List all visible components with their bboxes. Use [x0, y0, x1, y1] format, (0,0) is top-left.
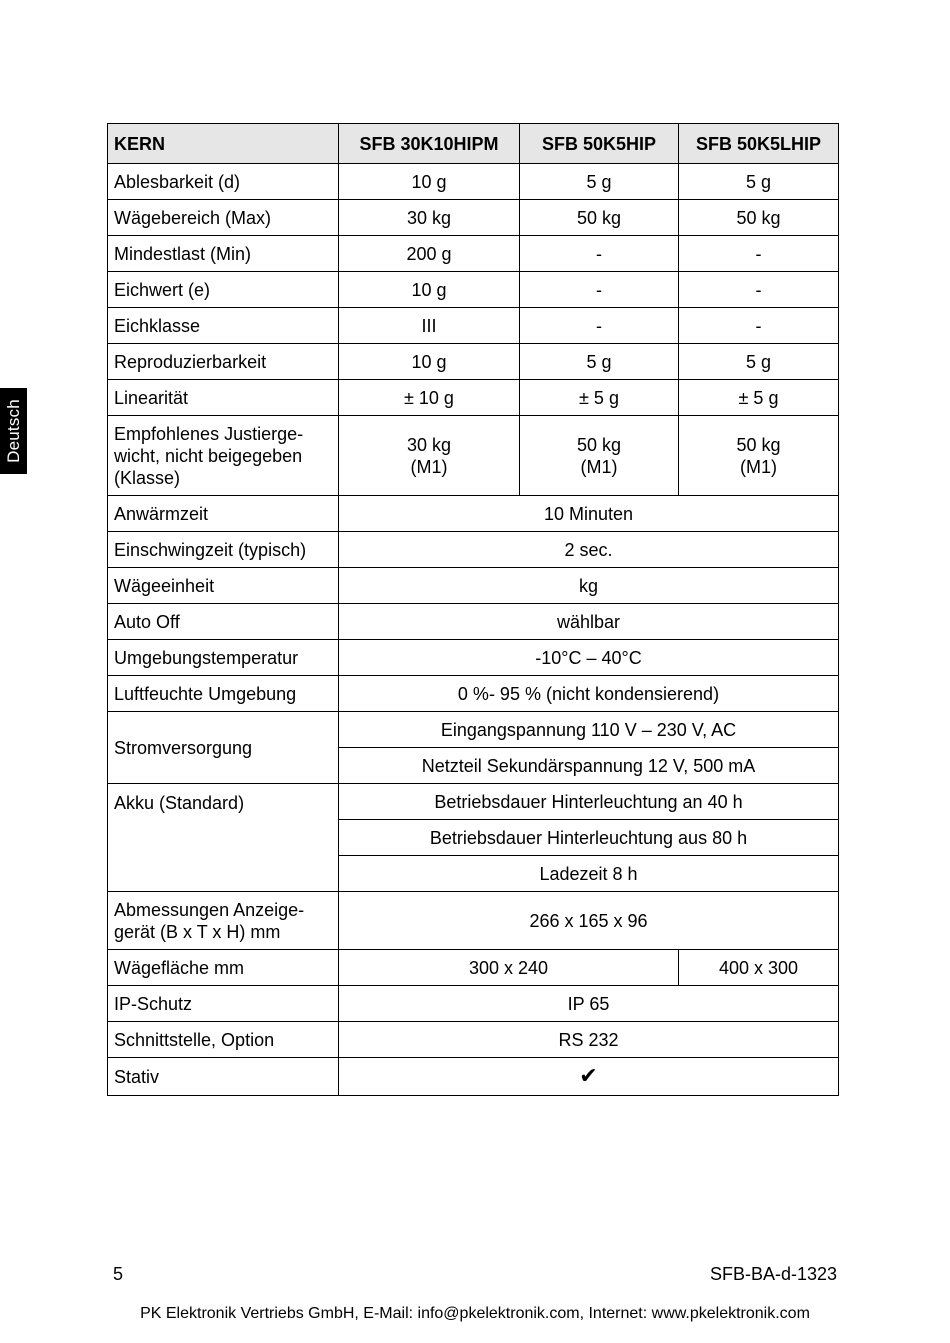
table-row — [108, 676, 839, 712]
table-header-row — [108, 124, 839, 164]
row-label: Reproduzierbarkeit — [108, 344, 339, 380]
cell-value: Eingangspannung 110 V – 230 V, AC — [339, 712, 839, 748]
table-row — [108, 272, 839, 308]
row-label: Schnittstelle, Option — [108, 1022, 339, 1058]
value-line: 50 kg — [736, 434, 781, 455]
specification-table — [107, 123, 839, 1096]
cell-value: 5 g — [520, 164, 679, 200]
table-row — [108, 164, 839, 200]
value-line: (M1) — [410, 456, 448, 477]
cell-value: Netzteil Sekundärspannung 12 V, 500 mA — [339, 748, 839, 784]
row-label: Eichwert (e) — [108, 272, 339, 308]
cell-value: 30 kg — [339, 200, 520, 236]
checkmark-icon: ✔ — [579, 1063, 598, 1088]
cell-value: - — [679, 308, 839, 344]
row-label: Stativ — [108, 1058, 339, 1096]
cell-value: 10 g — [339, 164, 520, 200]
row-label: Eichklasse — [108, 308, 339, 344]
table-row — [108, 604, 839, 640]
table-row — [108, 236, 839, 272]
header-cell: KERN — [108, 124, 339, 164]
cell-value: ± 10 g — [339, 380, 520, 416]
cell-value: 0 %- 95 % (nicht kondensierend) — [339, 676, 839, 712]
value-line: 30 kg — [406, 434, 452, 455]
row-label: Mindestlast (Min) — [108, 236, 339, 272]
table-row — [108, 1058, 839, 1096]
cell-value: RS 232 — [339, 1022, 839, 1058]
cell-value: 50 kg — [679, 200, 839, 236]
row-label: IP-Schutz — [108, 986, 339, 1022]
cell-value — [679, 416, 839, 496]
table-row — [108, 892, 839, 950]
row-label: Wägefläche mm — [108, 950, 339, 986]
label-line: Abmessungen Anzeige- — [114, 899, 305, 920]
cell-value: Ladezeit 8 h — [339, 856, 839, 892]
table-row — [108, 496, 839, 532]
language-tab-label: Deutsch — [3, 399, 23, 463]
cell-value: - — [679, 272, 839, 308]
value-line: (M1) — [740, 456, 777, 477]
cell-value: - — [520, 272, 679, 308]
cell-value: IP 65 — [339, 986, 839, 1022]
table-row — [108, 568, 839, 604]
cell-value: wählbar — [339, 604, 839, 640]
label-line: wicht, nicht beigegeben — [114, 445, 303, 466]
cell-value: -10°C – 40°C — [339, 640, 839, 676]
cell-value: ± 5 g — [520, 380, 679, 416]
cell-value: Betriebsdauer Hinterleuchtung an 40 h — [339, 784, 839, 820]
cell-value — [339, 416, 520, 496]
document-id: SFB-BA-d-1323 — [709, 1264, 837, 1284]
header-cell: SFB 50K5LHIP — [679, 124, 839, 164]
row-label: Luftfeuchte Umgebung — [108, 676, 339, 712]
row-label: Wägebereich (Max) — [108, 200, 339, 236]
row-label: Einschwingzeit (typisch) — [108, 532, 339, 568]
cell-value: 2 sec. — [339, 532, 839, 568]
table-row — [108, 986, 839, 1022]
cell-value: 10 Minuten — [339, 496, 839, 532]
row-label — [108, 416, 339, 496]
cell-value: 400 x 300 — [679, 950, 839, 986]
table-row — [108, 532, 839, 568]
cell-value: kg — [339, 568, 839, 604]
cell-value: - — [520, 308, 679, 344]
cell-value: 266 x 165 x 96 — [339, 892, 839, 950]
cell-value: - — [520, 236, 679, 272]
page-footer: PK Elektronik Vertriebs GmbH, E-Mail: info@pkelektronik.com, Internet: www.pkelektronik.com — [140, 1305, 810, 1322]
cell-value: 200 g — [339, 236, 520, 272]
table-row — [108, 344, 839, 380]
table-row — [108, 416, 839, 496]
cell-value: - — [679, 236, 839, 272]
row-label: Linearität — [108, 380, 339, 416]
cell-value: 50 kg — [520, 200, 679, 236]
cell-value: Betriebsdauer Hinterleuchtung aus 80 h — [339, 820, 839, 856]
row-label — [108, 892, 339, 950]
row-label: Auto Off — [108, 604, 339, 640]
cell-value: III — [339, 308, 520, 344]
checkmark-cell — [339, 1058, 839, 1096]
table-row — [108, 1022, 839, 1058]
label-line: Empfohlenes Justierge- — [114, 423, 304, 444]
label-line: gerät (B x T x H) mm — [114, 921, 281, 942]
row-label: Anwärmzeit — [108, 496, 339, 532]
row-label: Wägeeinheit — [108, 568, 339, 604]
label-line: (Klasse) — [114, 467, 181, 488]
row-label: Umgebungstemperatur — [108, 640, 339, 676]
page-number: 5 — [113, 1264, 124, 1284]
table-row — [108, 380, 839, 416]
table-row — [108, 950, 839, 986]
header-cell: SFB 30K10HIPM — [339, 124, 520, 164]
cell-value: 300 x 240 — [339, 950, 679, 986]
header-cell: SFB 50K5HIP — [520, 124, 679, 164]
row-label: Ablesbarkeit (d) — [108, 164, 339, 200]
cell-value: 5 g — [679, 344, 839, 380]
cell-value: 5 g — [679, 164, 839, 200]
table-row — [108, 200, 839, 236]
cell-value: 5 g — [520, 344, 679, 380]
row-label: Akku (Standard) — [108, 784, 339, 892]
table-row — [108, 784, 839, 820]
table-row — [108, 712, 839, 748]
row-label: Stromversorgung — [108, 712, 339, 784]
cell-value: 10 g — [339, 344, 520, 380]
language-tab — [0, 388, 27, 474]
cell-value: ± 5 g — [679, 380, 839, 416]
value-line: 50 kg — [576, 434, 622, 455]
table-row — [108, 640, 839, 676]
cell-value — [520, 416, 679, 496]
table-row — [108, 308, 839, 344]
cell-value: 10 g — [339, 272, 520, 308]
value-line: (M1) — [580, 456, 618, 477]
